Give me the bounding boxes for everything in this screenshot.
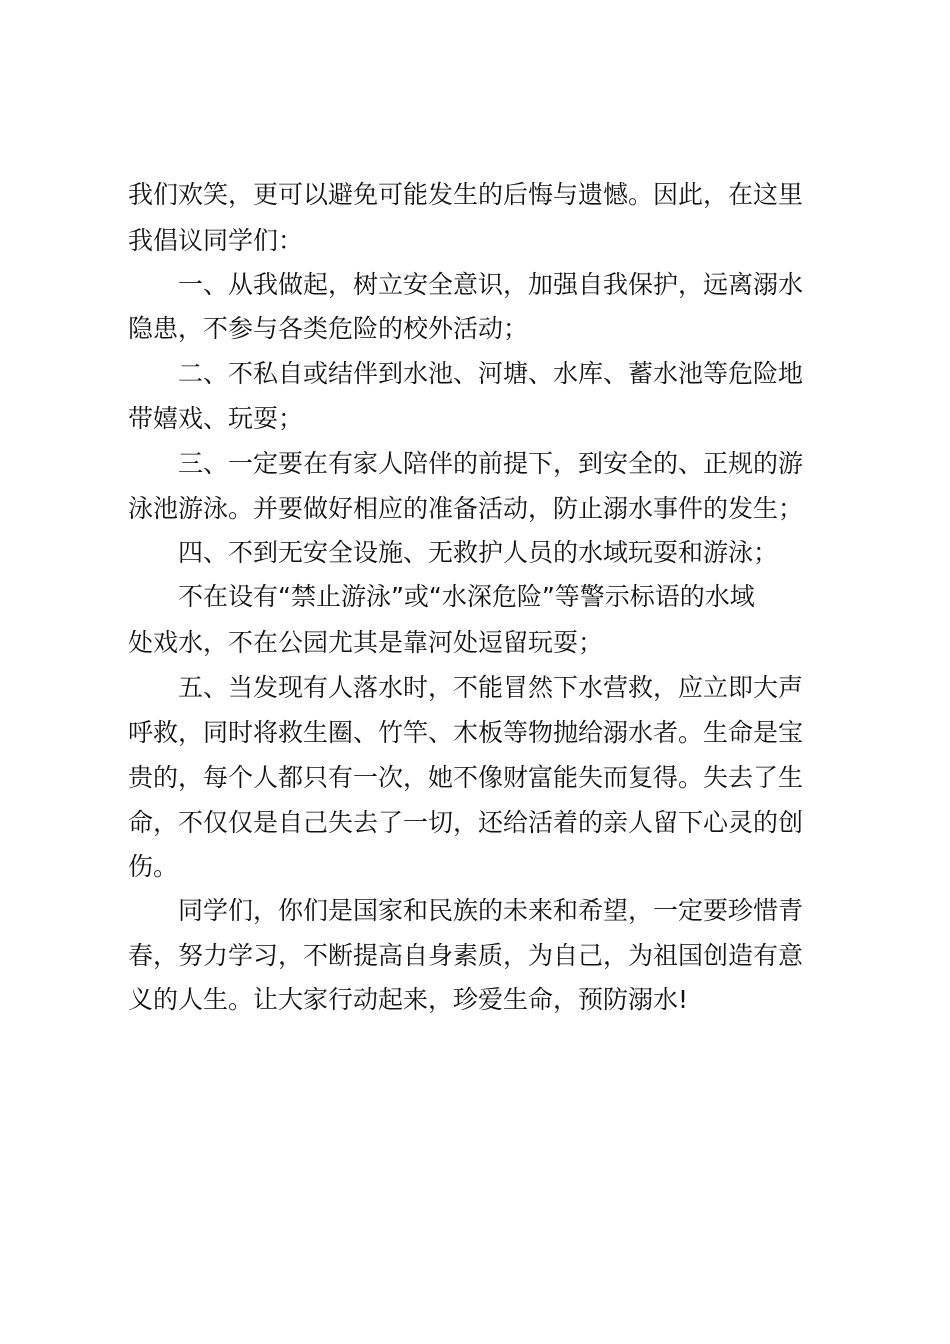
text-line: 春，努力学习，不断提高自身素质，为自己，为祖国创造有意 (128, 941, 804, 970)
text-line: 一、从我做起，树立安全意识，加强自我保护，远离溺水 (178, 270, 804, 299)
text-line: 贵的，每个人都只有一次，她不像财富能失而复得。失去了生 (128, 763, 804, 792)
text-line: 带嬉戏、玩耍； (128, 404, 304, 433)
text-line: 我倡议同学们： (128, 226, 304, 255)
text-line: 三、一定要在有家人陪伴的前提下，到安全的、正规的游 (178, 449, 804, 478)
text-line: 义的人生。让大家行动起来，珍爱生命，预防溺水! (128, 985, 689, 1014)
text-line: 处戏水，不在公园尤其是靠河处逗留玩耍； (128, 628, 604, 657)
text-line: 命，不仅仅是自己失去了一切，还给活着的亲人留下心灵的创 (128, 808, 804, 837)
text-line: 呼救，同时将救生圈、竹竿、木板等物抛给溺水者。生命是宝 (128, 718, 804, 747)
text-line: 二、不私自或结伴到水池、河塘、水库、蓄水池等危险地 (178, 359, 804, 388)
text-line: 泳池游泳。并要做好相应的准备活动，防止溺水事件的发生； (128, 494, 804, 523)
text-line: 不在设有“禁止游泳”或“水深危险”等警示标语的水域 (178, 582, 755, 611)
text-line: 伤。 (128, 852, 179, 881)
text-line: 四、不到无安全设施、无救护人员的水域玩耍和游泳； (178, 538, 779, 567)
text-line: 同学们，你们是国家和民族的未来和希望，一定要珍惜青 (178, 896, 804, 925)
text-line: 我们欢笑，更可以避免可能发生的后悔与遗憾。因此，在这里 (128, 180, 804, 209)
text-line: 五、当发现有人落水时，不能冒然下水营救，应立即大声 (178, 673, 804, 702)
text-line: 隐患，不参与各类危险的校外活动； (128, 314, 529, 343)
